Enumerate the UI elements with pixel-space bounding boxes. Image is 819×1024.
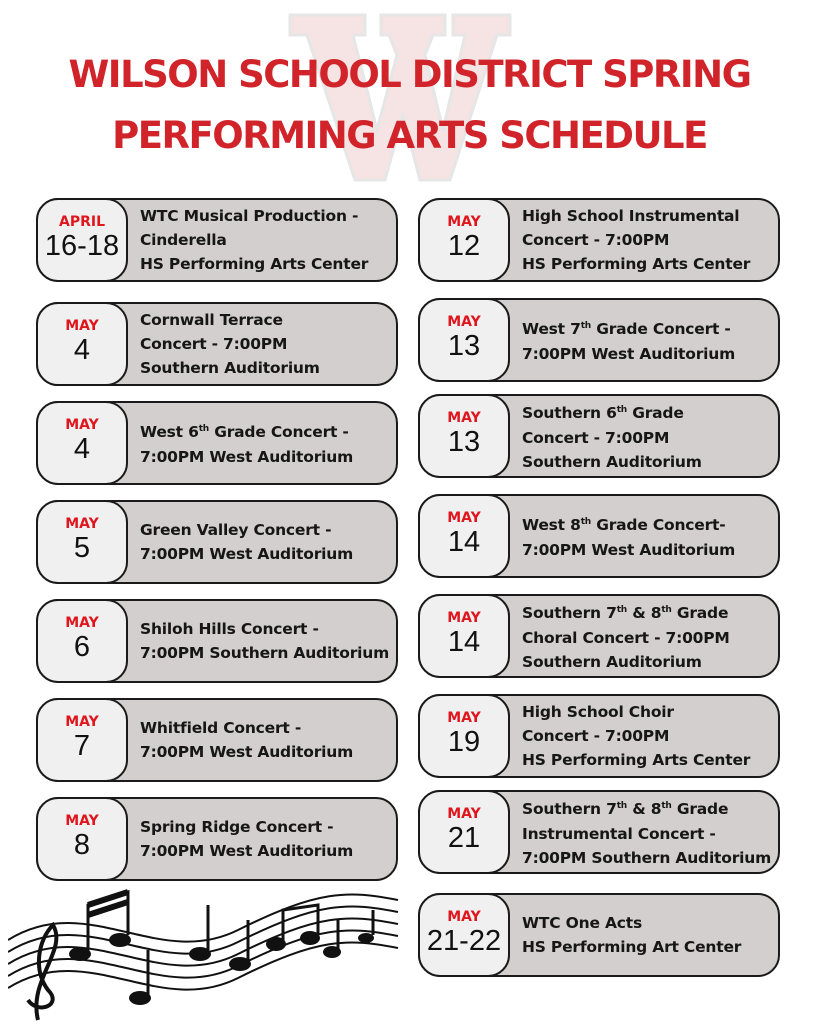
music-staff-icon xyxy=(8,880,403,1024)
date-box xyxy=(36,599,128,683)
event-line: High School Instrumental xyxy=(522,207,740,225)
page-title-line2: PERFORMING ARTS SCHEDULE xyxy=(112,114,707,157)
event-description xyxy=(522,396,772,476)
event-month: MAY xyxy=(65,813,99,829)
event-month: MAY xyxy=(65,615,99,631)
event-line: Southern Auditorium xyxy=(522,652,702,671)
event-description xyxy=(140,700,390,780)
event-description xyxy=(140,200,390,280)
event-card xyxy=(418,198,780,282)
date-box xyxy=(36,797,128,881)
date-box xyxy=(418,198,510,282)
event-month: MAY xyxy=(65,714,99,730)
event-card xyxy=(36,500,398,584)
date-box xyxy=(36,401,128,485)
event-line: Green Valley Concert - xyxy=(140,521,332,539)
event-line: Southern Auditorium xyxy=(522,452,702,471)
event-month: MAY xyxy=(447,510,481,526)
event-day: 14 xyxy=(447,526,481,558)
event-line: Concert - 7:00PM xyxy=(522,428,670,447)
event-description xyxy=(522,496,772,576)
event-description xyxy=(522,895,772,975)
event-day: 12 xyxy=(447,230,481,262)
date-box xyxy=(36,698,128,782)
event-month: MAY xyxy=(447,909,481,925)
page-title-line1: WILSON SCHOOL DISTRICT SPRING xyxy=(68,53,751,96)
event-line: 7:00PM West Auditorium xyxy=(522,540,736,559)
event-line: Concert - 7:00PM xyxy=(522,231,670,249)
event-card xyxy=(36,698,398,782)
event-line: West 7th Grade Concert - xyxy=(522,320,731,339)
event-line: Southern 6th Grade xyxy=(522,404,684,423)
event-day: 21 xyxy=(447,822,481,854)
event-description xyxy=(140,799,390,879)
event-description xyxy=(522,792,772,872)
event-month: MAY xyxy=(447,806,481,822)
event-card xyxy=(36,302,398,386)
event-line: HS Performing Arts Center xyxy=(522,751,751,769)
event-month: MAY xyxy=(447,214,481,230)
event-card xyxy=(418,494,780,578)
event-card xyxy=(36,198,398,282)
event-line: West 6th Grade Concert - xyxy=(140,423,349,442)
event-card xyxy=(418,298,780,382)
event-line: Choral Concert - 7:00PM xyxy=(522,628,730,647)
event-line: 7:00PM West Auditorium xyxy=(140,743,354,761)
wilson-w-logo xyxy=(285,10,515,185)
event-day: 5 xyxy=(73,532,91,564)
event-line: HS Performing Arts Center xyxy=(140,255,369,273)
event-line: 7:00PM Southern Auditorium xyxy=(140,644,390,662)
event-line: Shiloh Hills Concert - xyxy=(140,620,319,638)
event-month: MAY xyxy=(447,610,481,626)
event-day: 13 xyxy=(447,330,481,362)
event-line: Concert - 7:00PM xyxy=(522,727,670,745)
event-line: 7:00PM West Auditorium xyxy=(140,842,354,860)
event-day: 7 xyxy=(73,730,91,762)
event-line: HS Performing Art Center xyxy=(522,938,742,956)
event-day: 21-22 xyxy=(426,925,502,957)
event-month: APRIL xyxy=(58,214,105,230)
event-description xyxy=(140,304,390,384)
event-card xyxy=(36,401,398,485)
event-line: 7:00PM West Auditorium xyxy=(140,545,354,563)
event-month: MAY xyxy=(65,516,99,532)
event-line: Southern Auditorium xyxy=(140,359,320,377)
date-box xyxy=(418,790,510,874)
date-box xyxy=(418,694,510,778)
event-line: Whitfield Concert - xyxy=(140,719,302,737)
event-line: Southern 7th & 8th Grade xyxy=(522,604,729,623)
event-line: HS Performing Arts Center xyxy=(522,255,751,273)
event-description xyxy=(140,502,390,582)
event-day: 19 xyxy=(447,726,481,758)
date-box xyxy=(36,500,128,584)
event-description xyxy=(522,596,772,676)
event-month: MAY xyxy=(447,314,481,330)
event-line: WTC Musical Production - xyxy=(140,207,359,225)
event-month: MAY xyxy=(65,417,99,433)
event-line: Spring Ridge Concert - xyxy=(140,818,334,836)
event-month: MAY xyxy=(447,410,481,426)
event-line: Cinderella xyxy=(140,231,227,249)
date-box xyxy=(418,893,510,977)
date-box xyxy=(36,302,128,386)
event-line: WTC One Acts xyxy=(522,914,642,932)
event-card xyxy=(36,797,398,881)
event-line: 7:00PM West Auditorium xyxy=(522,344,736,363)
event-month: MAY xyxy=(447,710,481,726)
date-box xyxy=(418,594,510,678)
event-month: MAY xyxy=(65,318,99,334)
event-line: Cornwall Terrace xyxy=(140,311,283,329)
event-day: 14 xyxy=(447,626,481,658)
event-description xyxy=(522,300,772,380)
event-description xyxy=(522,200,772,280)
event-line: High School Choir xyxy=(522,703,674,721)
event-line: West 8th Grade Concert- xyxy=(522,516,726,535)
event-card xyxy=(36,599,398,683)
event-line: Southern 7th & 8th Grade xyxy=(522,800,729,819)
event-day: 8 xyxy=(73,829,91,861)
event-card xyxy=(418,694,780,778)
event-line: Concert - 7:00PM xyxy=(140,335,288,353)
date-box xyxy=(418,298,510,382)
event-card xyxy=(418,394,780,478)
event-line: 7:00PM Southern Auditorium xyxy=(522,848,772,867)
date-box xyxy=(418,394,510,478)
date-box xyxy=(418,494,510,578)
date-box xyxy=(36,198,128,282)
event-day: 6 xyxy=(73,631,91,663)
event-line: Instrumental Concert - xyxy=(522,824,716,843)
event-card xyxy=(418,893,780,977)
event-line: 7:00PM West Auditorium xyxy=(140,447,354,466)
event-card xyxy=(418,790,780,874)
event-day: 4 xyxy=(73,433,91,465)
event-day: 13 xyxy=(447,426,481,458)
event-day: 4 xyxy=(73,334,91,366)
event-description xyxy=(522,696,772,776)
event-description xyxy=(140,403,390,483)
event-description xyxy=(140,601,390,681)
event-card xyxy=(418,594,780,678)
event-day: 16-18 xyxy=(44,230,120,262)
